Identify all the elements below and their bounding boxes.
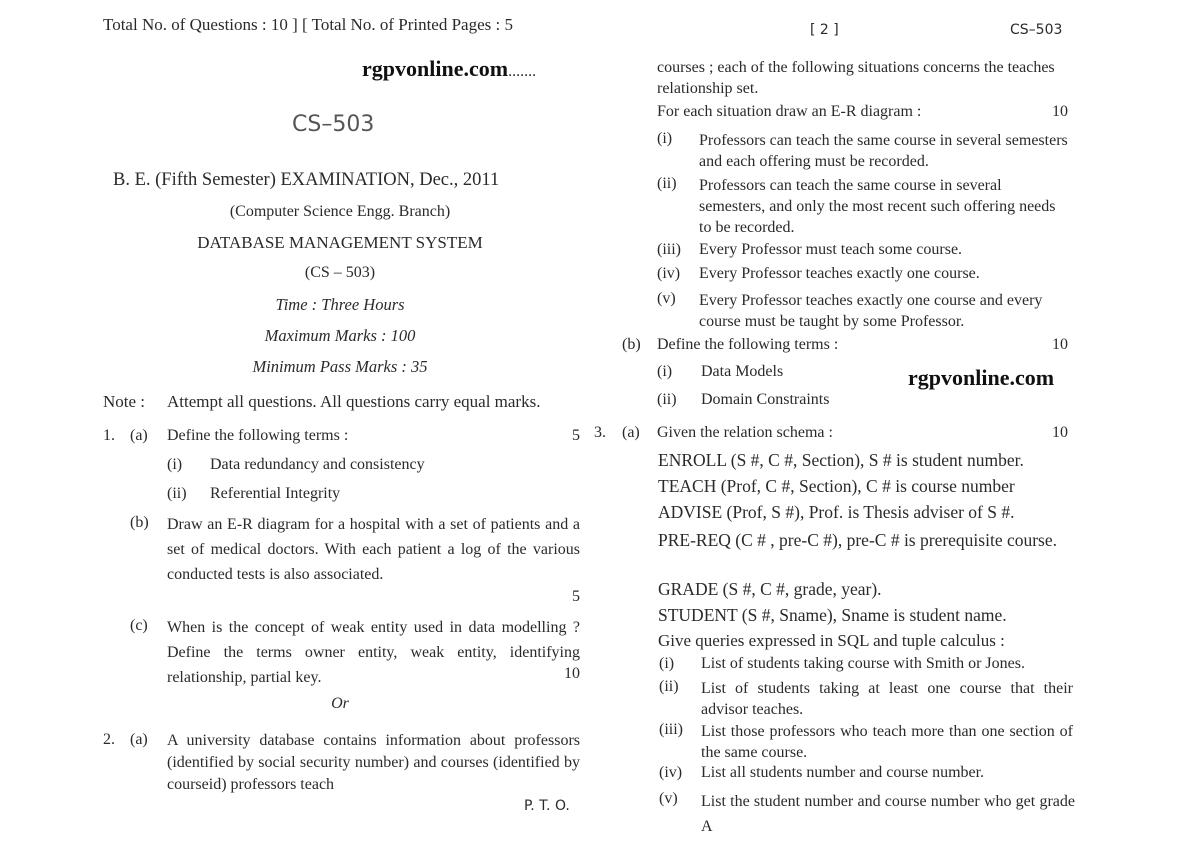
situation-label: (v) [657, 290, 676, 307]
schema-line: PRE-REQ (C # , pre-C #), pre-C # is prerequisite course. [658, 530, 1058, 550]
query-text: List those professors who teach more than one section of the same course. [701, 723, 1073, 761]
q3a-text: Given the relation schema : [657, 424, 833, 441]
situation-label: (ii) [657, 175, 677, 192]
situation-text: Every Professor teaches exactly one course. [699, 265, 980, 282]
q2b-label: (b) [622, 336, 641, 353]
q1b-text: Draw an E-R diagram for a hospital with a set of patients and a set of medical doctors. With each patient a log of the various conducted tests is also associated. [167, 516, 580, 583]
q2a-text: A university database contains information about professors (identified by social security number) and courses (identified by courseid) professors teach [167, 732, 580, 793]
q3a-label: (a) [622, 424, 640, 441]
situation-label: (i) [657, 130, 673, 147]
page-number: [ 2 ] [810, 22, 839, 38]
schema-line: ENROLL (S #, C #, Section), S # is student number. [658, 450, 1024, 470]
schema-line: TEACH (Prof, C #, Section), C # is course number [658, 476, 1015, 496]
watermark-text: rgpvonline.com [362, 56, 509, 81]
query-label: (v) [659, 790, 678, 807]
q1a-i-label: (i) [167, 456, 183, 473]
situation-text: Professors can teach the same course in several semesters and each offering must be recorded. [699, 132, 1068, 170]
right-paper-code: CS–503 [1010, 22, 1063, 38]
subject-code: (CS – 503) [304, 264, 376, 281]
page-header: Total No. of Questions : 10 ] [ Total No. of Printed Pages : 5 [103, 15, 513, 34]
schema-line: STUDENT (S #, Sname), Sname is student name. [658, 605, 1007, 625]
q2a-continuation: courses ; each of the following situations concerns the teaches relationship set. [657, 59, 1055, 97]
q2a-instruction: For each situation draw an E-R diagram : [657, 103, 922, 120]
time: Time : Three Hours [275, 295, 405, 314]
q1c-text: When is the concept of weak entity used in data modelling ? Define the terms owner entity, weak entity, identifying relationship, partial key. [167, 619, 580, 686]
q1a-i-text: Data redundancy and consistency [210, 456, 425, 473]
q2a-label: (a) [130, 731, 148, 748]
query-text: List of students taking course with Smith or Jones. [701, 655, 1025, 672]
min-marks: Minimum Pass Marks : 35 [252, 357, 428, 376]
schema-line: ADVISE (Prof, S #), Prof. is Thesis adviser of S #. [658, 502, 1015, 522]
q1a-ii-label: (ii) [167, 485, 187, 502]
query-label: (iii) [659, 721, 683, 738]
paper-code: CS–503 [292, 112, 375, 137]
pto: P. T. O. [524, 798, 570, 814]
query-text: List the student number and course number who get grade A [701, 793, 1075, 835]
schema-line: GRADE (S #, C #, grade, year). [658, 579, 882, 599]
q2-number: 2. [103, 731, 115, 748]
q1-number: 1. [103, 427, 115, 444]
q1a-ii-text: Referential Integrity [210, 485, 341, 502]
query-intro: Give queries expressed in SQL and tuple calculus : [658, 631, 1005, 650]
watermark: rgpvonline.com [908, 365, 1055, 390]
note-text: Attempt all questions. All questions carry equal marks. [167, 392, 541, 411]
q2b-i-label: (i) [657, 363, 673, 380]
q1b-label: (b) [130, 514, 149, 531]
situation-label: (iii) [657, 241, 681, 258]
or-divider: Or [331, 695, 349, 712]
watermark [362, 56, 536, 82]
q1b-marks: 5 [572, 588, 580, 605]
situation-text: Every Professor must teach some course. [699, 241, 963, 258]
q1c-label: (c) [130, 617, 148, 634]
query-text: List all students number and course number. [701, 764, 985, 781]
query-label: (iv) [659, 764, 683, 781]
q1a-marks: 5 [572, 427, 580, 444]
situation-text: Professors can teach the same course in several semesters, and only the most recent such offering needs to be recorded. [699, 177, 1056, 236]
query-label: (i) [659, 655, 675, 672]
q2b-ii-label: (ii) [657, 391, 677, 408]
query-label: (ii) [659, 678, 679, 695]
q2b-marks: 10 [1052, 336, 1068, 353]
situation-label: (iv) [657, 265, 681, 282]
situation-text: Every Professor teaches exactly one course and every course must be taught by some Professor. [699, 292, 1043, 330]
q2a-marks: 10 [1052, 103, 1068, 120]
q1c-marks: 10 [564, 665, 580, 682]
q2b-i-text: Data Models [701, 363, 784, 380]
q3-number: 3. [594, 424, 606, 441]
q1a-label: (a) [130, 427, 148, 444]
subject-title: DATABASE MANAGEMENT SYSTEM [197, 233, 483, 252]
note-label: Note : [103, 392, 146, 411]
query-text: List of students taking at least one course that their advisor teaches. [701, 680, 1073, 718]
q2b-ii-text: Domain Constraints [701, 391, 830, 408]
branch: (Computer Science Engg. Branch) [229, 203, 451, 220]
watermark-dots: ....... [508, 63, 537, 80]
q1a-text: Define the following terms : [167, 427, 349, 444]
max-marks: Maximum Marks : 100 [264, 326, 416, 345]
q3a-marks: 10 [1052, 424, 1068, 441]
q2b-text: Define the following terms : [657, 336, 839, 353]
exam-title: B. E. (Fifth Semester) EXAMINATION, Dec., 2011 [113, 170, 500, 190]
